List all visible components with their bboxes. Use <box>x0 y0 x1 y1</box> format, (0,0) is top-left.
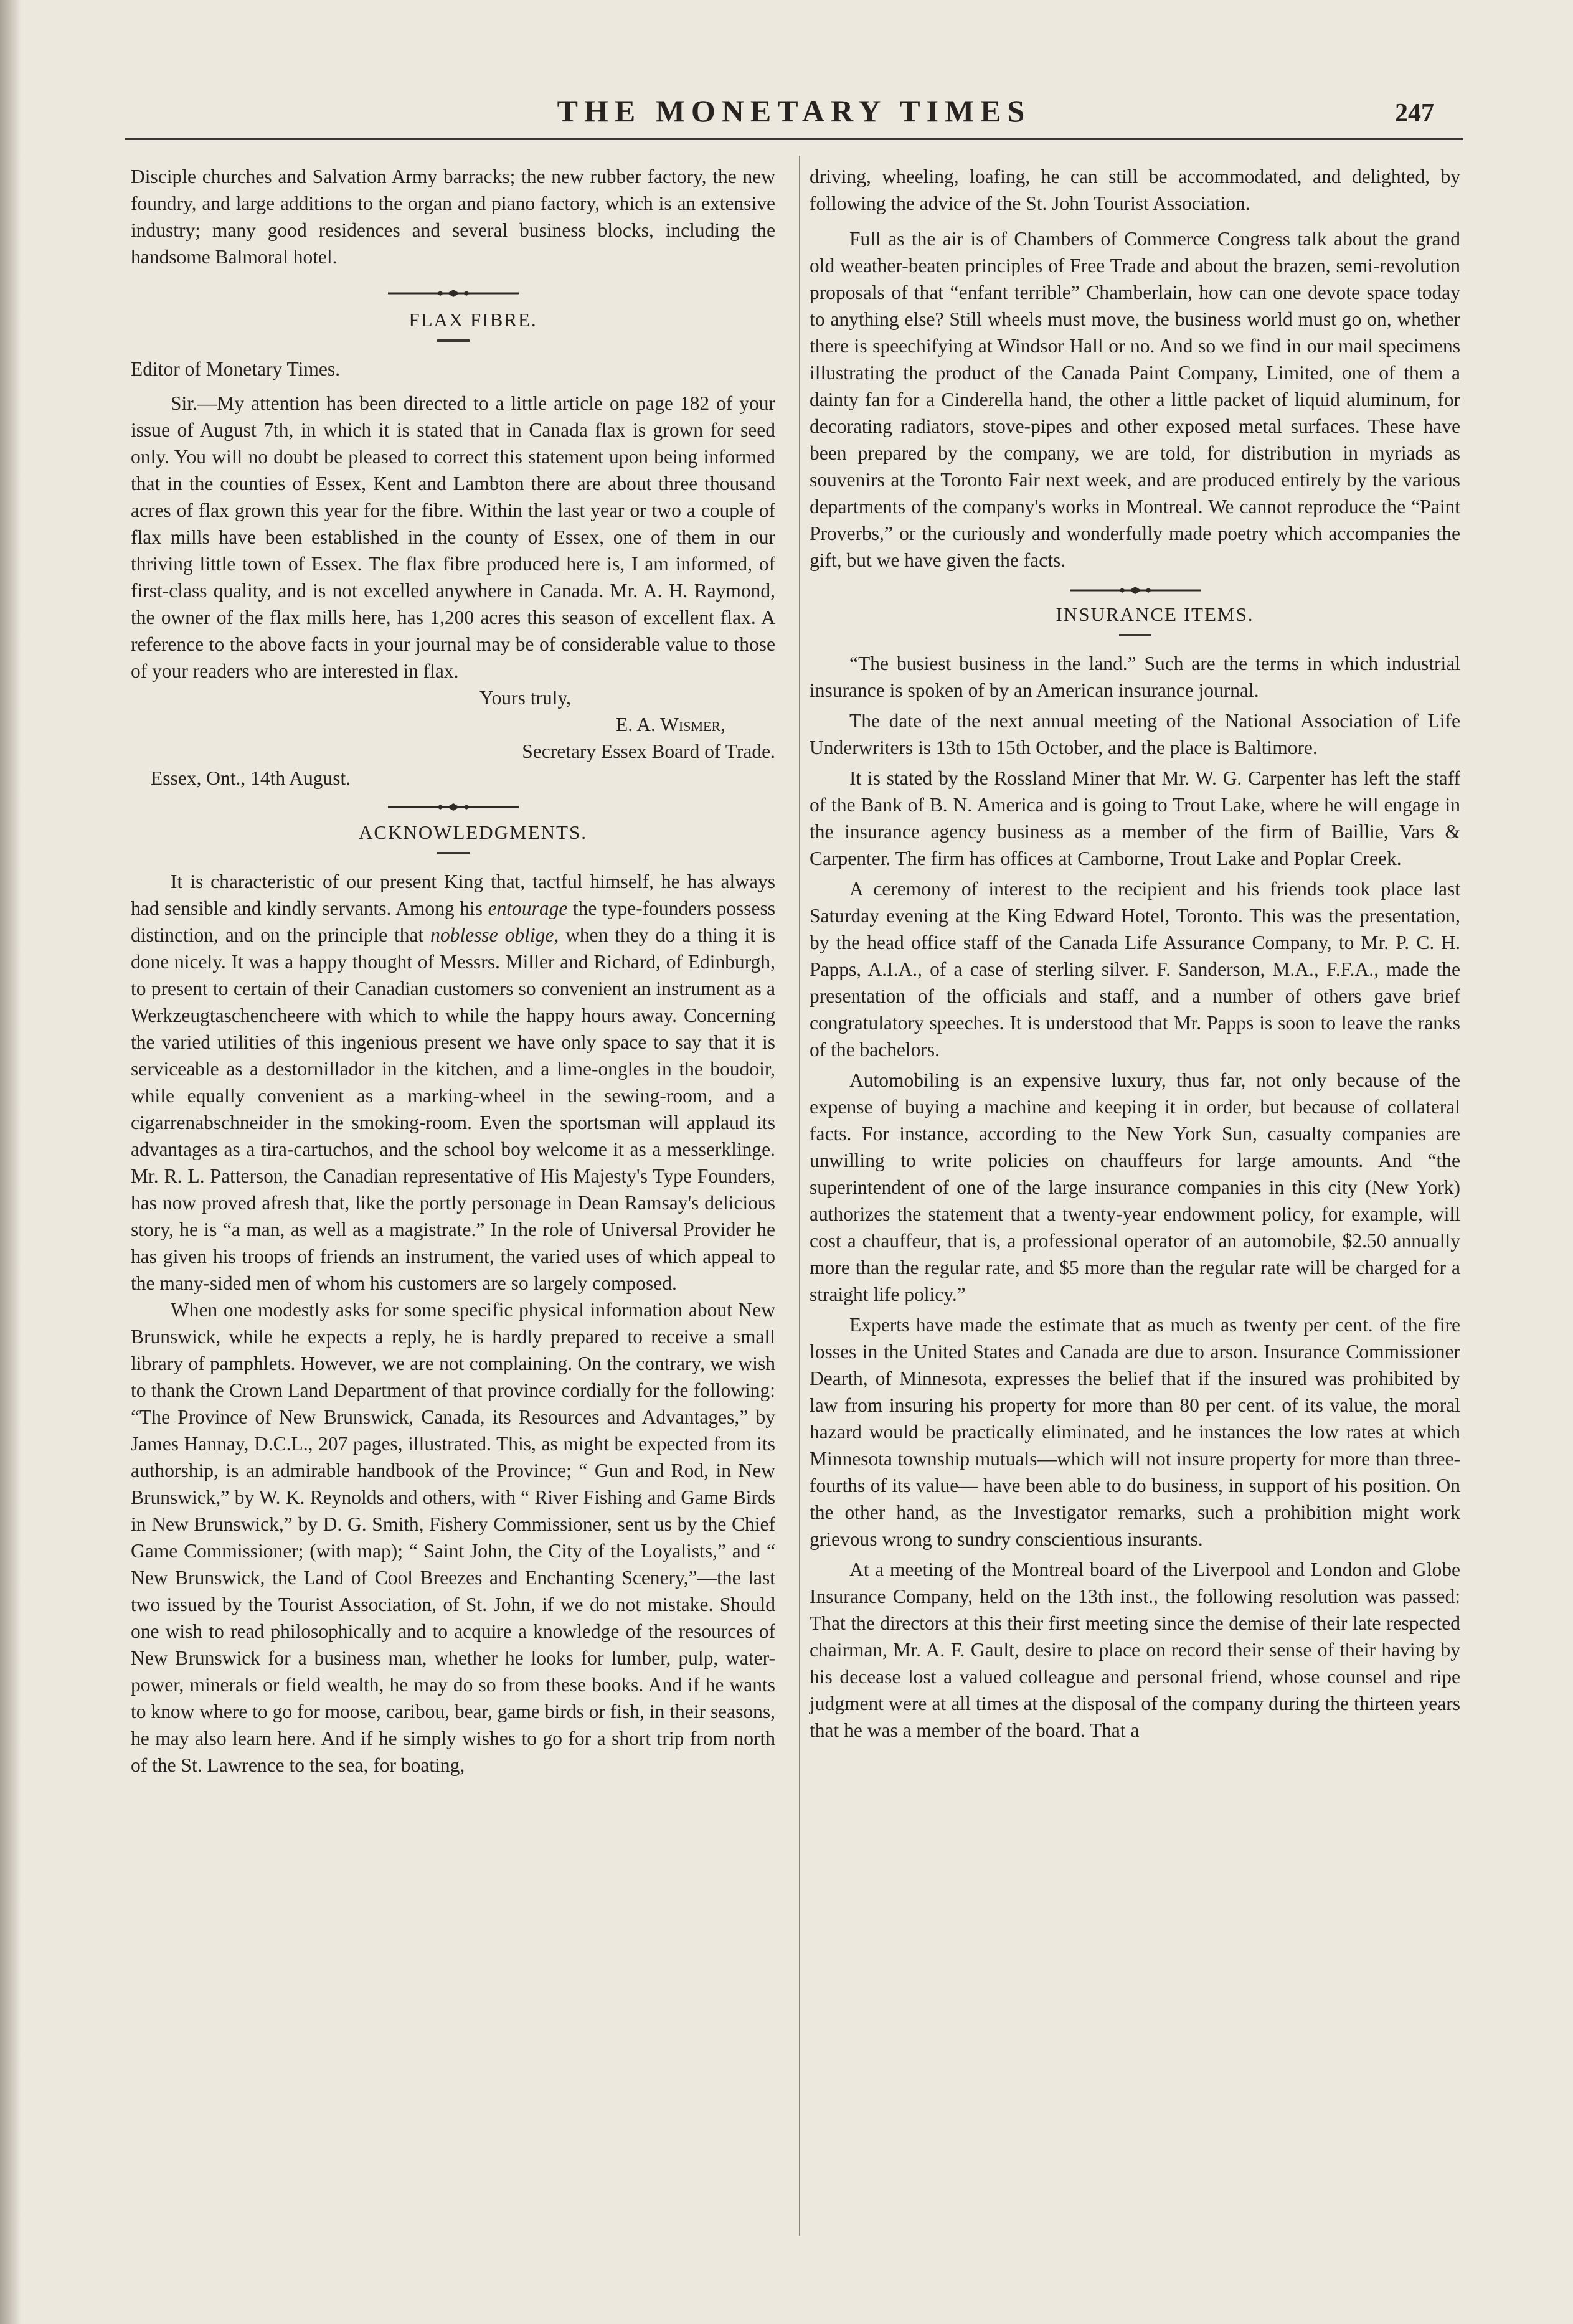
flax-heading: FLAX FIBRE. <box>409 309 537 331</box>
section-ornament <box>131 803 775 811</box>
column-divider <box>799 156 800 2236</box>
signer-name: E. A. Wismer, <box>615 714 725 735</box>
insurance-item: Automobiling is an expensive luxury, thus far, not only because of the expense of buying a machine and keeping it in order, but because of collateral facts. For instance, according to the New York Sun, casualty companies are unwilling to write policies on chauffeurs for large amounts. And “the superintendent of one of the large insurance companies in this city (New York) authorizes the statement that a twenty-year endowment policy, for example, will cost a chauffeur, that is, a professional operator of an automobile, $2.50 annually more than the regular rate, and $5 more than the regular rate will be charged for a straight life policy.” <box>810 1069 1460 1305</box>
insurance-heading: INSURANCE ITEMS. <box>1056 603 1254 625</box>
ornament-divider-icon <box>388 803 519 811</box>
insurance-item: The date of the next annual meeting of the National Association of Life Underwriters is 13th to 15th October, and the place is Baltimore. <box>810 710 1460 758</box>
flax-signer <box>131 711 775 738</box>
right-column <box>810 163 1460 1744</box>
insurance-item: It is stated by the Rossland Miner that Mr. W. G. Carpenter has left the staff of the Bank of B. N. America and is going to Trout Lake, where he will engage in the insurance agency business as a member of the firm of Baillie, Vars & Carpenter. The firm has offices at Camborne, Trout Lake and Poplar Creek. <box>810 767 1460 869</box>
insurance-item: At a meeting of the Montreal board of the Liverpool and London and Globe Insurance Company, held on the 13th inst., the following resolution was passed: That the directors at this their first meeting since the demise of their late respected chairman, Mr. A. F. Gault, desire to place on record their sense of their having by his decease lost a valued colleague and personal friend, whose counsel and ripe judgment were at all times at the disposal of the company during the thirteen years that he was a member of the board. That a <box>810 1559 1460 1741</box>
left-column <box>131 163 775 1778</box>
flax-letter-body: Sir.—My attention has been directed to a little article on page 182 of your issue of August 7th, in which it is stated that in Canada flax is grown for seed only. You will no doubt be pleased to correct this statement upon being informed that in the counties of Essex, Kent and Lambton there are about three thousand acres of flax grown this year for the fibre. Within the last year or two a couple of flax mills have been established in the county of Essex, one of them in our thriving little town of Essex. The flax fibre produced here is, I am informed, of first-class quality, and is not excelled anywhere in Canada. Mr. A. H. Raymond, the owner of the flax mills here, has 1,200 acres this season of excellent flax. A reference to the above facts in your journal may be of considerable value to those of your readers who are interested in flax. <box>131 392 775 682</box>
insurance-item: A ceremony of interest to the recipient and his friends took place last Saturday evening at the King Edward Hotel, Toronto. This was the presentation, by the head office staff of the Canada Life Assurance Company, to Mr. P. C. H. Papps, A.I.A., of a case of sterling silver. F. Sanderson, M.A., F.F.A., made the presentation of the officials and staff, and a number of others gave brief congratulatory speeches. It is understood that Mr. Papps is soon to leave the ranks of the bachelors. <box>810 878 1460 1060</box>
flax-salutation: Editor of Monetary Times. <box>131 358 340 380</box>
masthead: THE MONETARY TIMES <box>557 93 1031 128</box>
article-continuation: driving, wheeling, loafing, he can still be accommodated, and delighted, by following the advice of the St. John Tourist Association. <box>810 166 1460 214</box>
insurance-item: “The busiest business in the land.” Such are the terms in which industrial insurance is spoken of by an American insurance journal. <box>810 653 1460 701</box>
section-ornament <box>810 586 1460 595</box>
insurance-item: Experts have made the estimate that as much as twenty per cent. of the fire losses in the United States and Canada are due to arson. Insurance Commissioner Dearth, of Minnesota, expresses the belief that if the insured was prohibited by law from insuring his property for more than 80 per cent. of its value, the moral hazard would be practically eliminated, and he instances the low rates at which Minnesota township mutuals—which will not insure property for more than three-fourths of its value— have been able to do business, in support of his position. On the other hand, as the Investigator remarks, such a prohibition might work grievous wrong to sundry conscientious insurants. <box>810 1314 1460 1550</box>
page-number: 247 <box>1395 99 1434 128</box>
ornament-divider-icon <box>1070 586 1201 595</box>
page-binding-edge <box>0 0 21 2324</box>
acknowledgments-para-1: It is characteristic of our present King that, tactful himself, he has always had sensible and kindly servants. Among his entourage the type-founders possess distinction, and on the principle that noblesse oblige, when they do a thing it is done nicely. It was a happy thought of Messrs. Miller and Richard, of Edinburgh, to present to certain of their Canadian customers so convenient an instrument as a Werkzeugtaschencheere with which to while the happy hours away. Concerning the varied utilities of this ingenious present we have only space to say that it is serviceable as a destornillador in the kitchen, and a lime-ongles in the boudoir, while equally convenient as a marking-wheel in the sewing-room, and a cigarrenabschneider in the smoking-room. Even the sportsman will applaud its advantages as a tira-cartuchos, and the school boy welcome it as a messerklinge. Mr. R. L. Patterson, the Canadian representative of His Majesty's Type Founders, has now proved afresh that, like the portly personage in Dean Ramsay's delicious story, he is “a man, as well as a magistrate.” In the role of Universal Provider he has given his troops of friends an instrument, the varied uses of which appeal to the many-sided men of whom his customers are so largely composed. <box>131 871 775 1294</box>
acknowledgments-para-2: When one modestly asks for some specific physical information about New Brunswick, while he expects a reply, he is hardly prepared to receive a small library of pamphlets. However, we are not complaining. On the contrary, we wish to thank the Crown Land Department of that province cordially for the following: “The Province of New Brunswick, Canada, its Resources and Advantages,” by James Hannay, D.C.L., 207 pages, illustrated. This, as might be expected from its authorship, is an admirable handbook of the Province; “ Gun and Rod, in New Brunswick,” by W. K. Reynolds and others, with “ River Fishing and Game Birds in New Brunswick,” by D. G. Smith, Fishery Commissioner, sent us by the Chief Game Commissioner; (with map); “ Saint John, the City of the Loyalists,” and “ New Brunswick, the Land of Cool Breezes and Enchanting Scenery,”—the last two issued by the Tourist Association, of St. John, if we do not mistake. Should one wish to read philosophically and to acquire a knowledge of the resources of New Brunswick for a business man, whether he looks for lumber, pulp, water-power, minerals or field wealth, he may do so from these books. And if he wants to know where to go for moose, caribou, bear, game birds or fish, in their seasons, he may also learn here. And if he simply wishes to go for a short trip from north of the St. Lawrence to the sea, for boating, <box>131 1299 775 1776</box>
section-ornament <box>131 289 775 298</box>
flax-closing: Yours truly, <box>479 687 572 709</box>
flax-dateline: Essex, Ont., 14th August. <box>151 767 351 789</box>
acknowledgments-heading: ACKNOWLEDGMENTS. <box>359 821 587 843</box>
ornament-divider-icon <box>388 289 519 298</box>
flax-signer-title: Secretary Essex Board of Trade. <box>522 740 775 762</box>
paint-company-paragraph: Full as the air is of Chambers of Commerce Congress talk about the grand old weather-beaten principles of Free Trade and about the brazen, semi-revolution proposals of that “enfant terrible” Chamberlain, how can one devote space today to anything else? Still wheels must move, the business world must go on, whether there is speechifying at Windsor Hall or no. And so we find in our mail specimens illustrating the product of the Canada Paint Company, Limited, one of them a dainty fan for a Cinderella hand, the other a little packet of liquid aluminum, for decorating radiators, stove-pipes and other exposed metal surfaces. These have been prepared by the company, we are told, for distribution in myriads as souvenirs at the Toronto Fair next week, and are produced entirely by the various departments of the company's works in Montreal. We cannot reproduce the “Paint Proverbs,” or the curiously and wonderfully made poetry which accompanies the gift, but we have given the facts. <box>810 228 1460 571</box>
article-continuation: Disciple churches and Salvation Army barracks; the new rubber factory, the new foundry, and large additions to the organ and piano factory, which is an extensive industry; many good residences and several business blocks, including the handsome Balmoral hotel. <box>131 166 775 268</box>
header-rule <box>125 138 1463 140</box>
